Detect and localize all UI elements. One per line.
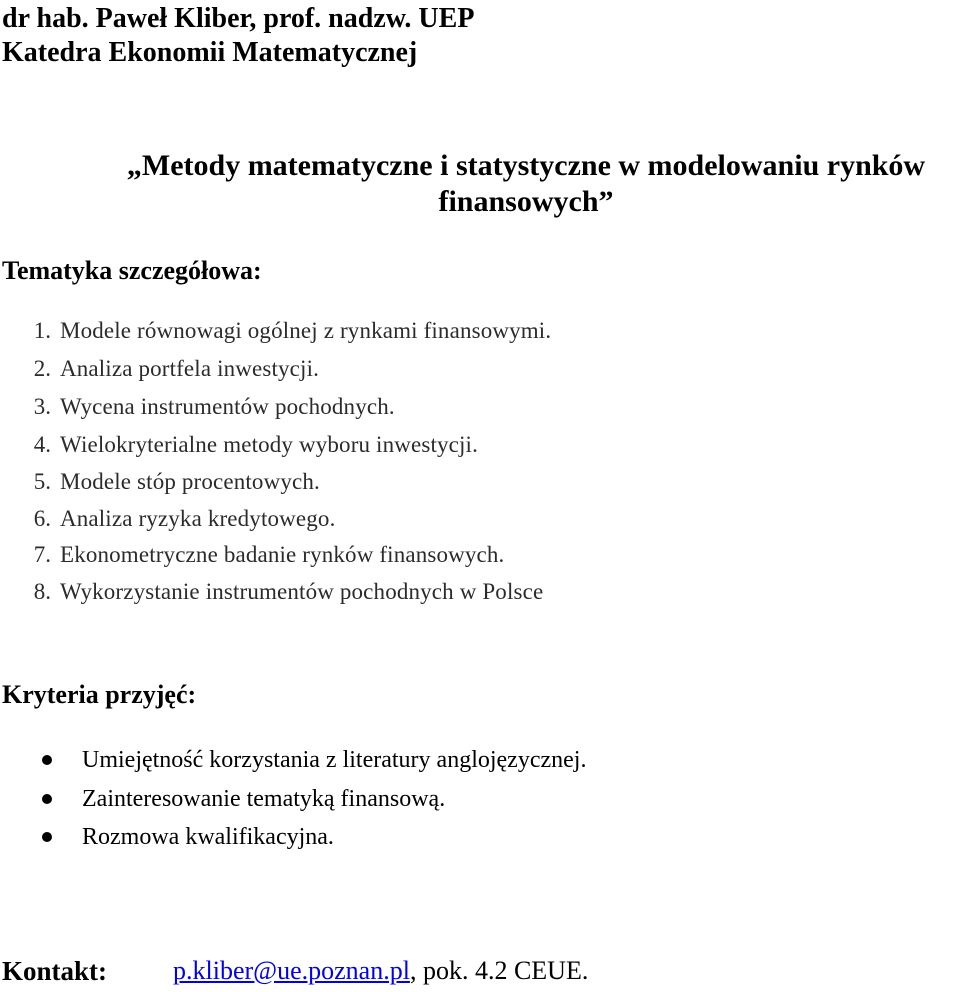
topic-text: Analiza portfela inwestycji. [60,356,320,381]
department-line: Katedra Ekonomii Matematycznej [2,37,418,68]
topic-number: 3. [33,394,51,419]
topic-number: 7. [33,542,51,567]
topic-number: 2. [33,356,51,381]
criteria-heading: Kryteria przyjęć: [2,680,197,709]
contact-line [173,955,588,987]
topic-item [0,393,395,421]
topic-number: 8. [33,579,51,604]
topic-text: Wykorzystanie instrumentów pochodnych w Polsce [60,579,544,604]
topic-number: 1. [33,318,51,343]
criteria-item [0,745,586,775]
topic-text: Modele stóp procentowych. [60,469,320,494]
criteria-item [0,784,445,814]
topic-text: Modele równowagi ogólnej z rynkami finansowymi. [60,318,552,343]
topic-item [0,541,504,569]
topic-text: Analiza ryzyka kredytowego. [60,506,336,531]
topic-item [0,431,478,459]
criteria-text: Umiejętność korzystania z literatury anglojęzycznej. [82,747,587,773]
contact-room: , pok. 4.2 CEUE. [409,956,589,985]
criteria-item [0,822,334,852]
topic-number: 6. [33,506,51,531]
criteria-text: Rozmowa kwalifikacyjna. [82,824,334,850]
bullet-icon [42,794,52,804]
topic-item [0,317,551,345]
topic-item [0,578,543,606]
topic-item [0,355,319,383]
bullet-icon [42,755,52,765]
topic-number: 4. [33,432,51,457]
topic-item [0,468,320,496]
topic-text: Wycena instrumentów pochodnych. [60,394,395,419]
criteria-text: Zainteresowanie tematyką finansową. [82,786,446,812]
topic-text: Wielokryterialne metody wyboru inwestycji. [60,432,478,457]
course-title: „Metody matematyczne i statystyczne w modelowaniu rynków finansowych” [126,149,926,218]
topic-item [0,505,335,533]
contact-label: Kontakt: [2,956,108,986]
topic-text: Ekonometryczne badanie rynków finansowych. [60,542,505,567]
topic-number: 5. [33,469,51,494]
contact-email-link[interactable]: p.kliber@ue.poznan.pl [173,956,410,985]
topics-heading: Tematyka szczegółowa: [2,256,262,285]
bullet-icon [42,832,52,842]
author-line: dr hab. Paweł Kliber, prof. nadzw. UEP [2,3,475,34]
